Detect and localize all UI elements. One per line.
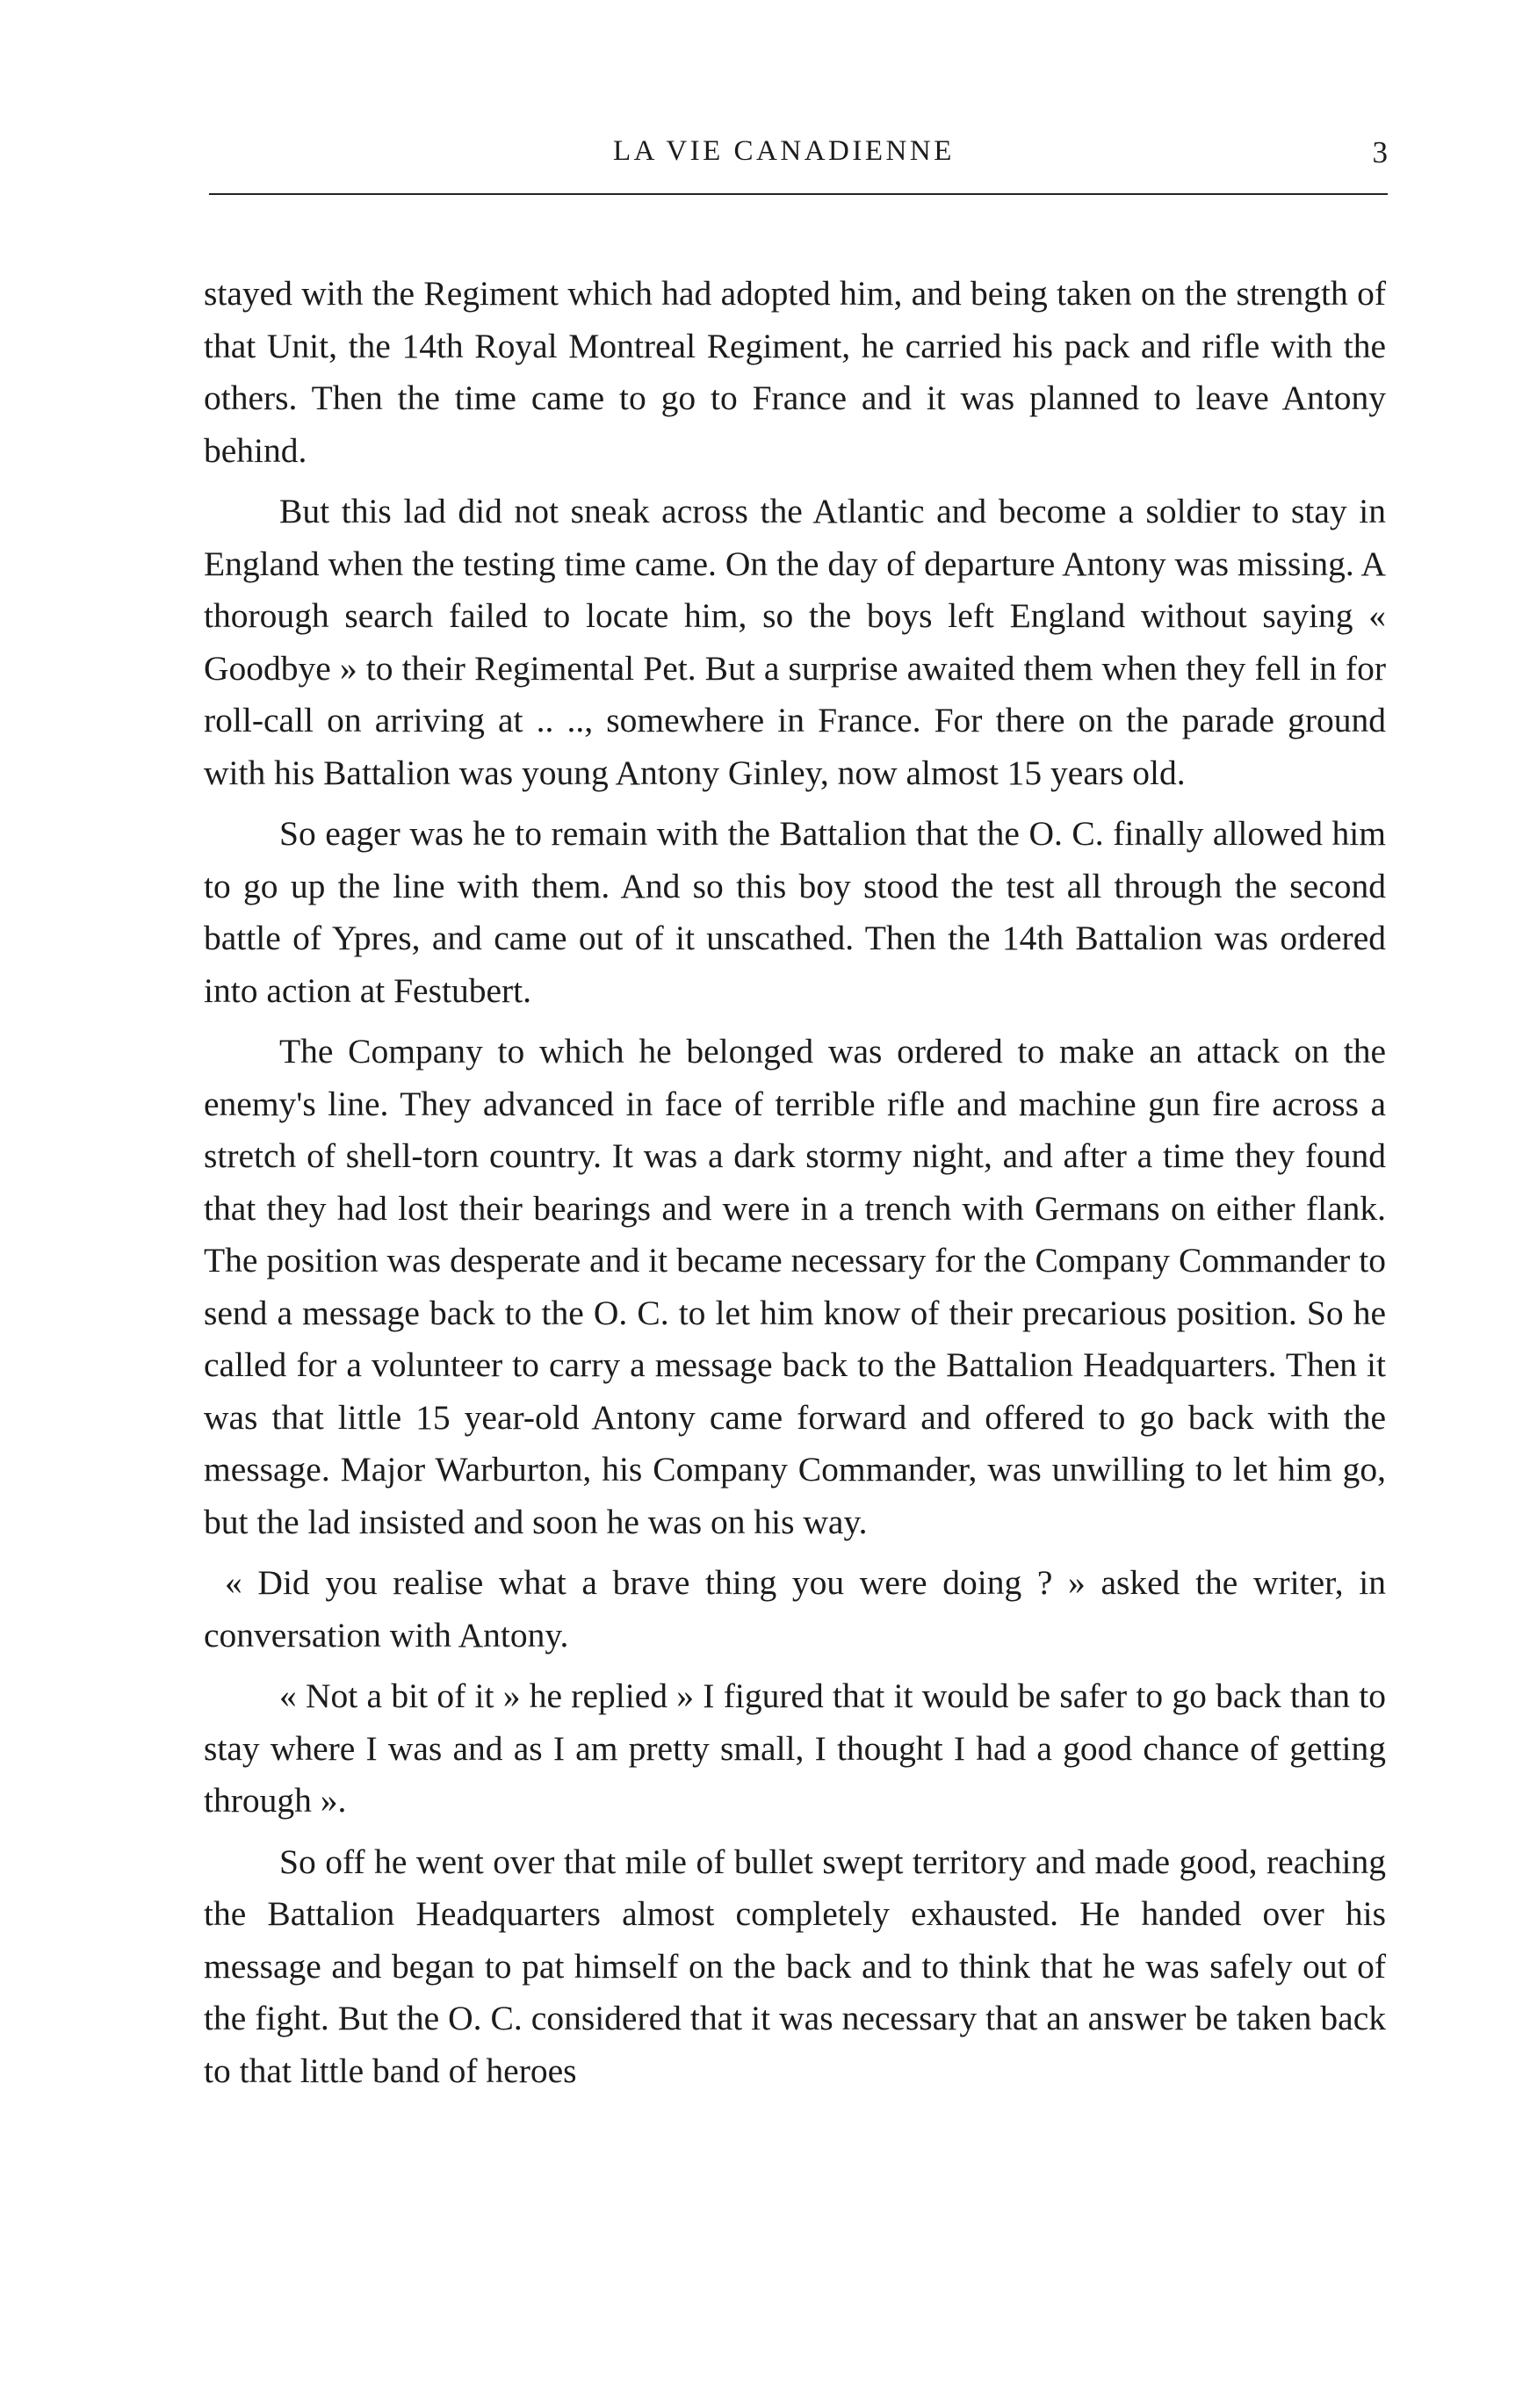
paragraph: But this lad did not sneak across the Atlantic and become a soldier to stay in England when the testing time came. On the day of departure Antony was missing. A thorough search failed to locate him, so the boys left England without saying « Goodbye » to their Regimental Pet. But a surprise awaited them when they fell in for roll-call on arriving at .. .., somewhere in France. For there on the parade ground with his Battalion was young Antony Ginley, now almost 15 years old. <box>204 492 1386 792</box>
page-header <box>209 123 1388 202</box>
paragraph: The Company to which he belonged was ordered to make an attack on the enemy's line. They advanced in face of terrible rifle and machine gun fire across a stretch of shell-torn country. It was a dark stormy night, and after a time they found that they had lost their bearings and were in a trench with Germans on either flank. The position was desperate and it became necessary for the Company Commander to send a message back to the O. C. to let him know of their precarious position. So he called for a volunteer to carry a message back to the Battalion Headquarters. Then it was that little 15 year-old Antony came forward and offered to go back with the message. Major Warburton, his Company Commander, was unwilling to let him go, but the lad insisted and soon he was on his way. <box>204 1032 1386 1541</box>
running-title: LA VIE CANADIENNE <box>613 135 955 167</box>
paragraph: So off he went over that mile of bullet swept territory and made good, reaching the Battalion Headquarters almost completely exhausted. He handed over his message and began to pat himself on the back and to think that he was safely out of the fight. But the O. C. considered that it was necessary that an answer be taken back to that little band of heroes <box>204 1842 1386 2090</box>
paragraph-continuation: stayed with the Regiment which had adopted him, and being taken on the strength of that Unit, the 14th Royal Montreal Regiment, he carried his pack and rifle with the others. Then the time came to go to France and it was planned to leave Antony behind. <box>204 274 1386 470</box>
header-rule <box>209 193 1388 195</box>
paragraph-dialogue: « Did you realise what a brave thing you were doing ? » asked the writer, in conversation with Antony. <box>204 1563 1386 1655</box>
page-number: 3 <box>1372 135 1388 169</box>
paragraph: So eager was he to remain with the Battalion that the O. C. finally allowed him to go up the line with them. And so this boy stood the test all through the second battle of Ypres, and came out of it unscathed. Then the 14th Battalion was ordered into action at Festubert. <box>204 814 1386 1010</box>
paragraph-dialogue: « Not a bit of it » he replied » I figured that it would be safer to go back than to stay where I was and as I am pretty small, I thought I had a good chance of getting through ». <box>204 1676 1386 1820</box>
page-body <box>204 268 1386 2106</box>
